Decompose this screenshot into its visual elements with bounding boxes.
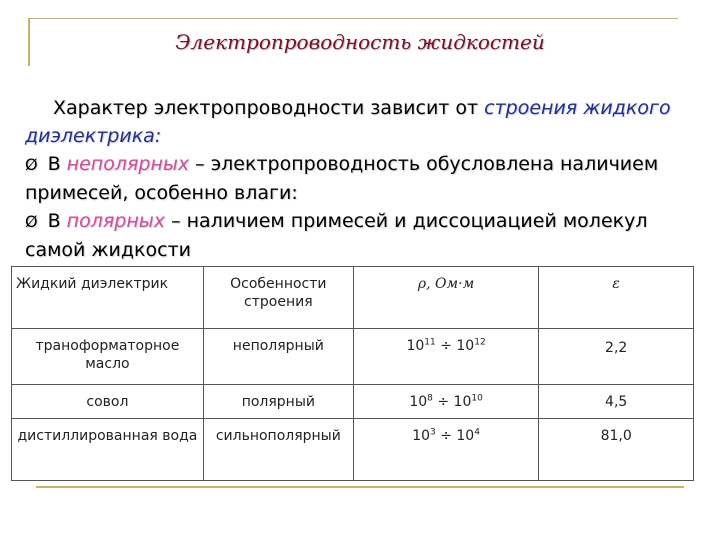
header-liquid: Жидкий диэлектрик xyxy=(12,267,204,329)
arrow-bullet-icon: Ø xyxy=(25,212,38,231)
intro-line-2 xyxy=(25,122,705,150)
intro-text: Характер электропроводности зависит от xyxy=(53,97,485,119)
properties-table xyxy=(11,266,694,481)
cell-liquid: траноформаторное масло xyxy=(12,329,204,385)
cell-liquid: дистиллированная вода xyxy=(12,419,204,481)
intro-emphasis-2: диэлектрика: xyxy=(25,125,162,147)
bullet-2 xyxy=(25,207,705,236)
bullet-1-emphasis: неполярных xyxy=(66,153,190,175)
bullet-1 xyxy=(25,150,705,179)
frame-bottom-line xyxy=(36,486,684,488)
bullet-2-text: – наличием примесей и диссоциацией молекул xyxy=(165,210,648,232)
table-row xyxy=(12,385,694,419)
cell-resistivity: $10^{11} \div 10^{12}$ xyxy=(353,329,539,385)
bullet-1-continued: примесей, особенно влаги: xyxy=(25,182,298,204)
cell-structure: сильнополярный xyxy=(203,419,353,481)
cell-liquid: совол xyxy=(12,385,204,419)
cell-structure: неполярный xyxy=(203,329,353,385)
bullet-2-continued: самой жидкости xyxy=(25,239,191,261)
arrow-bullet-icon: Ø xyxy=(25,155,38,174)
header-permittivity: ε xyxy=(539,267,694,329)
bullet-2-emphasis: полярных xyxy=(66,210,166,232)
slide-title: Электропроводность жидкостей xyxy=(175,30,545,54)
cell-resistivity: $10^8 \div 10^{10}$ xyxy=(353,385,539,419)
cell-permittivity: 81,0 xyxy=(539,419,694,481)
bullet-1-text: – электропроводность обусловлена наличием xyxy=(189,153,659,175)
cell-permittivity: 2,2 xyxy=(539,329,694,385)
bullet-2-prefix: В xyxy=(47,210,67,232)
table-header-row xyxy=(12,267,694,329)
frame-top-line xyxy=(28,18,678,19)
cell-permittivity: 4,5 xyxy=(539,385,694,419)
table-row xyxy=(12,329,694,385)
table-row xyxy=(12,419,694,481)
header-structure: Особенности строения xyxy=(203,267,353,329)
cell-resistivity: $10^3 \div 10^4$ xyxy=(353,419,539,481)
cell-structure: полярный xyxy=(203,385,353,419)
bullet-1-prefix: В xyxy=(47,153,67,175)
slide-body xyxy=(25,94,705,264)
intro-line-1 xyxy=(25,94,705,122)
header-resistivity: ρ, Ом·м xyxy=(353,267,539,329)
intro-emphasis-1: строения жидкого xyxy=(484,97,671,119)
